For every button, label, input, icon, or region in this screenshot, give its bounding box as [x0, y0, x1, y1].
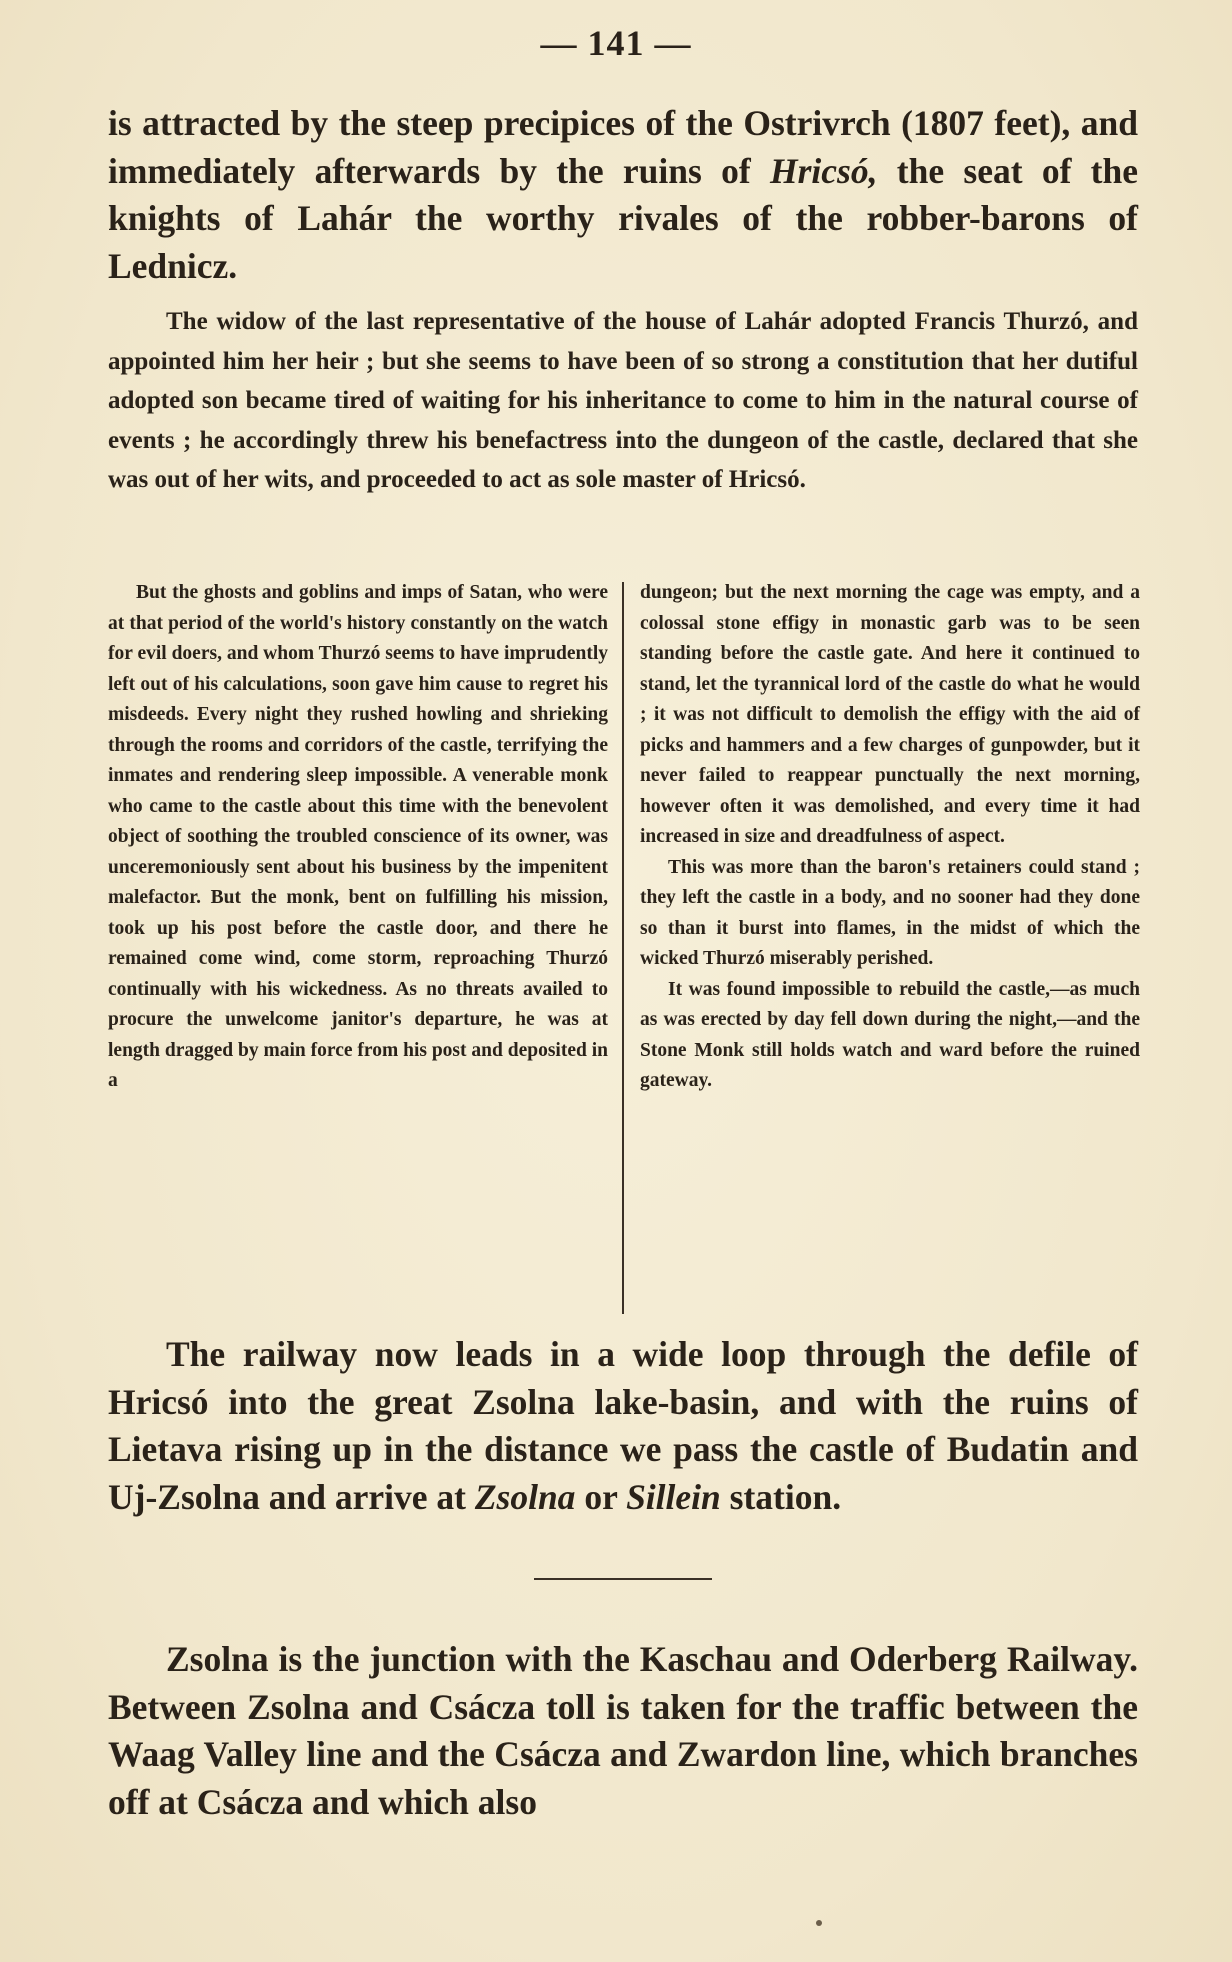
station-name-zsolna: Zsolna	[474, 1476, 576, 1517]
legend-two-columns	[108, 578, 1138, 1318]
opening-paragraph	[108, 100, 1138, 290]
legend-right-paragraph-3: It was found impossible to rebuild the castle,—as much as was erected by day fell down during the night,—and the Stone Monk still holds watch and ward before the ruined gateway.	[640, 978, 1140, 1091]
paper-speck	[816, 1920, 822, 1926]
railway-connector: or	[575, 1476, 627, 1517]
widow-paragraph	[108, 302, 1138, 500]
railway-paragraph	[108, 1331, 1138, 1521]
column-divider	[622, 582, 624, 1314]
legend-right-paragraph-2: This was more than the baron's retainers could stand ; they left the castle in a body, and no sooner had they done so than it burst into flames, in the midst of which the wicked Thurzó miserably perished.	[640, 856, 1140, 969]
zsolna-paragraph-text: Zsolna is the junction with the Kaschau and Oderberg Railway. Between Zsolna and Csácza toll is taken for the traffic between the Waag Valley line and the Csácza and Zwardon line, which branches off at Csácza and which also	[108, 1639, 1138, 1822]
legend-left-text: But the ghosts and goblins and imps of Satan, who were at that period of the world's history constantly on the watch for evil doers, and whom Thurzó seems to have imprudently left out of his calculations, soon gave him cause to regret his misdeeds. Every night they rushed howling and shrieking through the rooms and corridors of the castle, terrifying the inmates and rendering sleep impossible. A venerable monk who came to the castle about this time with the benevolent object of soothing the troubled conscience of its owner, was unceremoniously sent about his business by the impenitent malefactor. But the monk, bent on fulfilling his mission, took up his post before the castle door, and there he remained come wind, come storm, reproaching Thurzó continually with his wickedness. As no threats availed to procure the unwelcome janitor's departure, he was at length dragged by main force from his post and deposited in a	[108, 582, 608, 1091]
legend-right-paragraph-1: dungeon; but the next morning the cage was empty, and a colossal stone effigy in monastic garb was to be seen standing before the castle gate. And here it continued to stand, let the tyrannical lord of the castle do what he would ; it was not difficult to demolish the effigy with the aid of picks and hammers and a few charges of gunpowder, but it never failed to reappear punctually the next morning, however often it was demolished, and every time it had increased in size and dreadfulness of aspect.	[640, 582, 1140, 847]
opening-text: is attracted by the steep precipices of the Ostrivrch (1807 feet), and immediately afterwards by the ruins of	[108, 103, 1138, 191]
place-name-hricso: Hricsó,	[769, 150, 878, 191]
station-name-sillein: Sillein	[626, 1476, 721, 1517]
page-number: — 141 —	[540, 23, 692, 63]
legend-left-column	[108, 578, 608, 1097]
railway-text-end: station.	[720, 1476, 842, 1517]
legend-right-column	[640, 578, 1140, 1097]
widow-paragraph-text: The widow of the last representative of the house of Lahár adopted Francis Thurzó, and appointed him her heir ; but she seems to have been of so strong a constitution that her dutiful adopted son became tired of waiting for his inheritance to come to him in the natural course of events ; he accordingly threw his benefactress into the dungeon of the castle, declared that she was out of her wits, and proceeded to act as sole master of Hricsó.	[108, 308, 1138, 493]
section-divider-rule	[534, 1578, 712, 1580]
zsolna-paragraph	[108, 1636, 1138, 1826]
opening-text-continued: the seat of the knights of Lahár the worthy rivales of the robber-barons of Lednicz.	[108, 150, 1139, 286]
railway-text: The railway now leads in a wide loop through the defile of Hricsó into the great Zsolna lake-basin, and with the ruins of Lietava rising up in the distance we pass the castle of Budatin and Uj-Zsolna and arrive at	[108, 1334, 1138, 1517]
